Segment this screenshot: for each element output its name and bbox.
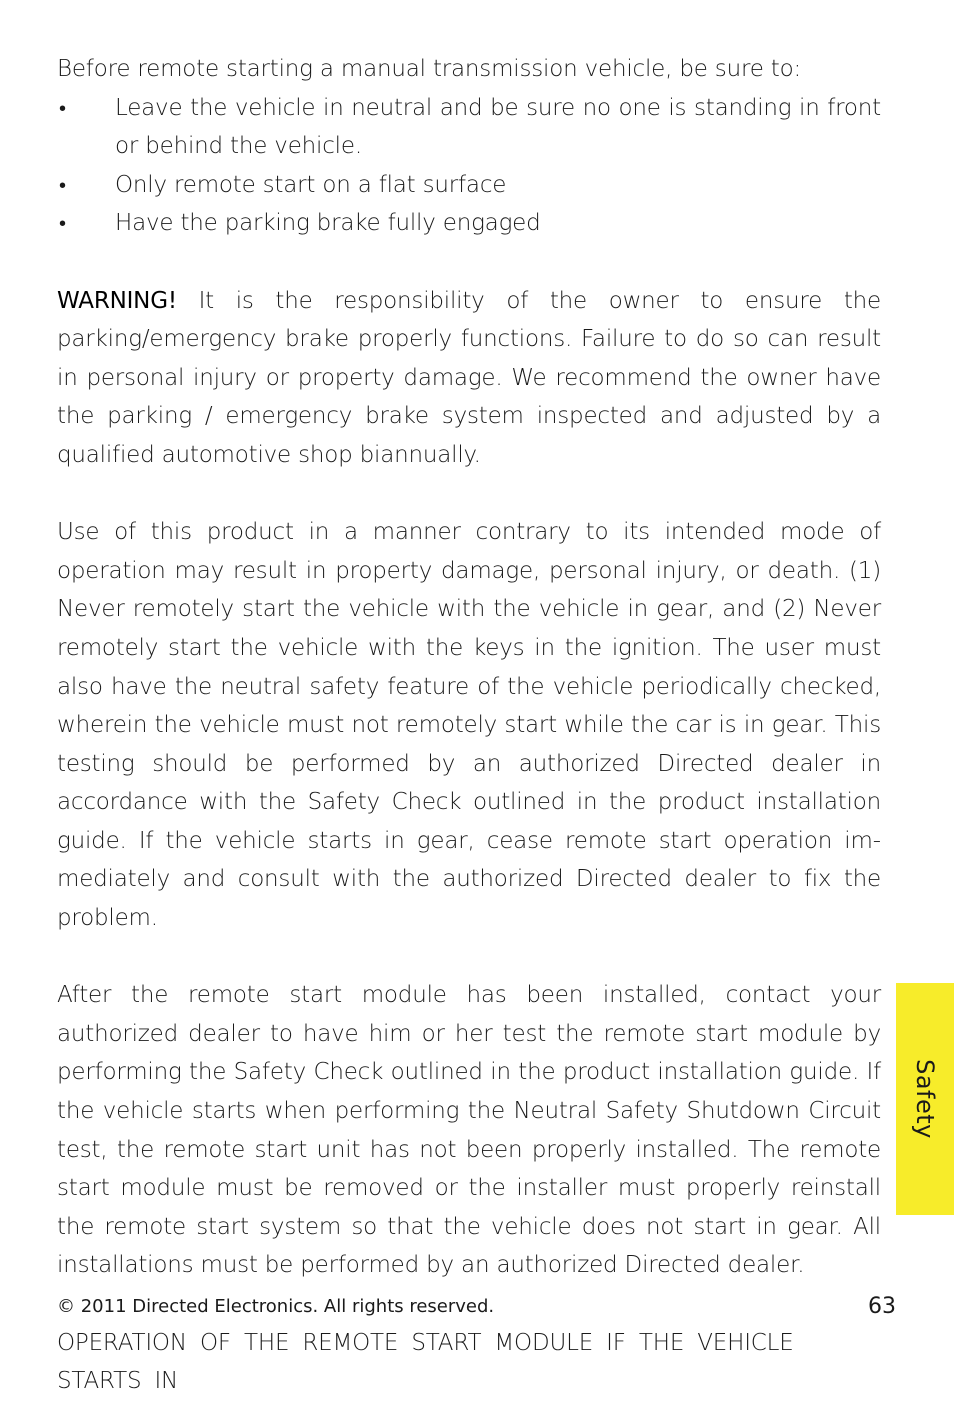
list-item [57, 166, 881, 205]
section-heading-line: OPERATION OF THE REMOTE START MODULE IF THE VEHICLE STARTS IN [57, 1329, 794, 1395]
section-tab-label: Safety [911, 1059, 939, 1139]
list-item-text: Have the parking brake fully engaged [115, 210, 541, 237]
list-item-text: Only remote start on a flat surface [115, 171, 507, 198]
intro-text: Before remote starting a manual transmission vehicle, be sure to: [57, 56, 802, 82]
warning-text: It is the responsibility of the owner to ensure the parking/emergency brake properly functions. Failure to do so can result in personal injury or property damage. We recommend the owner have the parking / emergency brake system inspected and adjusted by a qualified automotive shop biannually. [57, 287, 881, 468]
bullet-icon: • [59, 211, 66, 236]
bullet-icon: • [59, 95, 66, 120]
precautions-list [57, 89, 881, 243]
bullet-icon: • [59, 172, 66, 197]
misuse-paragraph: Use of this product in a manner contrary to its intended mode of operation may result in property damage, personal injury, or death. (1) Never remotely start the vehicle with the vehicle in gear, and (2) Never remotely start the vehicle with the keys in the ignition. The user must also have the neutral safety feature of the vehicle periodically checked, wherein the vehicle must not remotely start while the car is in gear. This testing should be performed by an authorized Directed dealer in accordance with the Safety Check outlined in the product installation guide. If the vehicle starts in gear, cease remote start operation immediately and consult with the authorized Directed dealer to fix the problem. [57, 519, 881, 932]
footer-copyright: © 2011 Directed Electronics. All rights reserved. [57, 1296, 495, 1317]
section-tab [896, 983, 954, 1215]
warning-paragraph [57, 282, 881, 475]
list-item [57, 204, 881, 243]
list-item [57, 89, 881, 166]
installation-paragraph: After the remote start module has been installed, contact your authorized dealer to have him or her test the remote start module by performing the Safety Check outlined in the product installation guide. If the vehicle starts when performing the Neutral Safety Shutdown Circuit test, the remote start unit has not been properly installed. The remote start module must be removed or the installer must properly reinstall the remote start system so that the vehicle does not start in gear. All installations must be performed by an authorized Directed dealer. [57, 982, 881, 1279]
warning-label: WARNING! [57, 287, 177, 314]
list-item-text: Leave the vehicle in neutral and be sure no one is standing in front or behind the vehicle. [115, 94, 881, 160]
page-body [57, 50, 881, 1401]
page-number: 63 [868, 1294, 896, 1319]
